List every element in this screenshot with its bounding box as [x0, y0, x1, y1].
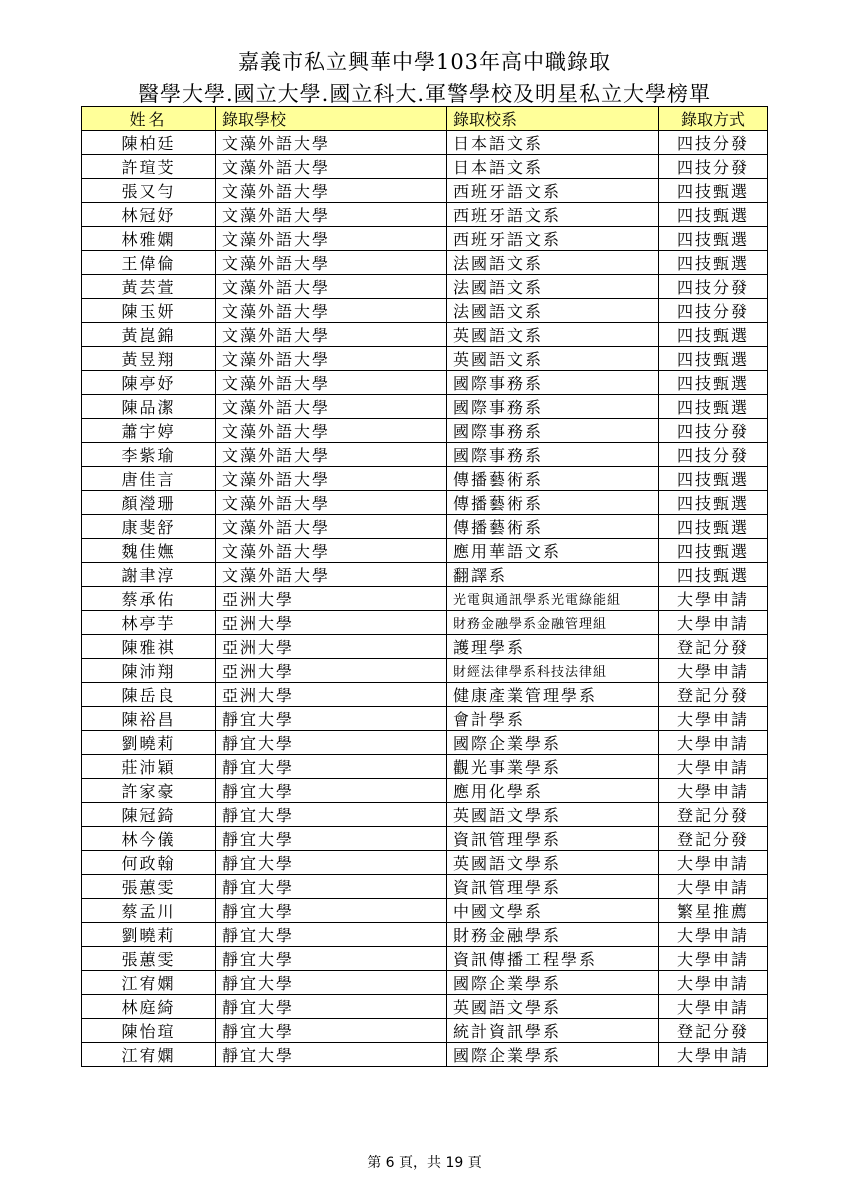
- method-cell: 四技甄選: [659, 515, 768, 539]
- admission-table-body: [82, 107, 768, 1067]
- dept-cell: 英國語文系: [447, 347, 659, 371]
- school-cell: 靜宜大學: [216, 1019, 447, 1043]
- name-cell: 林雅嫻: [82, 227, 216, 251]
- school-cell: 文藻外語大學: [216, 323, 447, 347]
- method-cell: 大學申請: [659, 707, 768, 731]
- method-cell: 四技甄選: [659, 227, 768, 251]
- school-cell: 亞洲大學: [216, 587, 447, 611]
- method-cell: 登記分發: [659, 803, 768, 827]
- name-cell: 莊沛穎: [82, 755, 216, 779]
- school-cell: 靜宜大學: [216, 899, 447, 923]
- name-cell: 張又勻: [82, 179, 216, 203]
- table-row: [82, 923, 768, 947]
- method-cell: 四技甄選: [659, 371, 768, 395]
- dept-cell: 國際事務系: [447, 443, 659, 467]
- dept-cell: 資訊傳播工程學系: [447, 947, 659, 971]
- method-cell: 大學申請: [659, 947, 768, 971]
- school-cell: 文藻外語大學: [216, 419, 447, 443]
- table-row: [82, 851, 768, 875]
- table-row: [82, 635, 768, 659]
- name-cell: 林冠妤: [82, 203, 216, 227]
- name-cell: 張蕙雯: [82, 875, 216, 899]
- name-cell: 林今儀: [82, 827, 216, 851]
- dept-cell: 法國語文系: [447, 275, 659, 299]
- name-cell: 陳沛翔: [82, 659, 216, 683]
- name-cell: 陳玉妍: [82, 299, 216, 323]
- dept-cell: 傳播藝術系: [447, 515, 659, 539]
- table-row: [82, 683, 768, 707]
- method-cell: 繁星推薦: [659, 899, 768, 923]
- table-row: [82, 995, 768, 1019]
- dept-cell: 英國語文學系: [447, 803, 659, 827]
- method-cell: 登記分發: [659, 635, 768, 659]
- name-cell: 黃芸萱: [82, 275, 216, 299]
- school-cell: 文藻外語大學: [216, 515, 447, 539]
- header-method: 錄取方式: [659, 107, 768, 131]
- table-row: [82, 467, 768, 491]
- name-cell: 黃崑錦: [82, 323, 216, 347]
- school-cell: 靜宜大學: [216, 995, 447, 1019]
- dept-cell: 傳播藝術系: [447, 467, 659, 491]
- dept-cell: 健康產業管理學系: [447, 683, 659, 707]
- dept-cell: 國際企業學系: [447, 971, 659, 995]
- name-cell: 江宥嫻: [82, 971, 216, 995]
- school-cell: 靜宜大學: [216, 875, 447, 899]
- name-cell: 陳柏廷: [82, 131, 216, 155]
- table-row: [82, 443, 768, 467]
- dept-cell: 護理學系: [447, 635, 659, 659]
- name-cell: 康斐舒: [82, 515, 216, 539]
- table-row: [82, 971, 768, 995]
- school-cell: 文藻外語大學: [216, 227, 447, 251]
- table-row: [82, 1019, 768, 1043]
- table-row: [82, 1043, 768, 1067]
- name-cell: 林庭綺: [82, 995, 216, 1019]
- dept-cell: 國際事務系: [447, 419, 659, 443]
- table-row: [82, 875, 768, 899]
- dept-cell: 會計學系: [447, 707, 659, 731]
- method-cell: 四技甄選: [659, 467, 768, 491]
- school-cell: 文藻外語大學: [216, 179, 447, 203]
- dept-cell: 法國語文系: [447, 299, 659, 323]
- method-cell: 大學申請: [659, 1043, 768, 1067]
- dept-cell: 日本語文系: [447, 155, 659, 179]
- school-cell: 文藻外語大學: [216, 275, 447, 299]
- dept-cell: 翻譯系: [447, 563, 659, 587]
- school-cell: 文藻外語大學: [216, 347, 447, 371]
- dept-cell: 英國語文學系: [447, 995, 659, 1019]
- method-cell: 大學申請: [659, 923, 768, 947]
- admission-table: [81, 106, 768, 1067]
- table-row: [82, 131, 768, 155]
- name-cell: 黃昱翔: [82, 347, 216, 371]
- name-cell: 謝聿淳: [82, 563, 216, 587]
- table-row: [82, 779, 768, 803]
- method-cell: 四技甄選: [659, 203, 768, 227]
- table-row: [82, 515, 768, 539]
- method-cell: 登記分發: [659, 1019, 768, 1043]
- dept-cell: 國際企業學系: [447, 1043, 659, 1067]
- header-dept: 錄取校系: [447, 107, 659, 131]
- table-row: [82, 827, 768, 851]
- method-cell: 大學申請: [659, 611, 768, 635]
- school-cell: 文藻外語大學: [216, 251, 447, 275]
- name-cell: 劉曉莉: [82, 923, 216, 947]
- method-cell: 四技甄選: [659, 251, 768, 275]
- school-cell: 靜宜大學: [216, 1043, 447, 1067]
- name-cell: 陳怡瑄: [82, 1019, 216, 1043]
- method-cell: 四技甄選: [659, 179, 768, 203]
- school-cell: 亞洲大學: [216, 659, 447, 683]
- table-row: [82, 203, 768, 227]
- method-cell: 四技分發: [659, 131, 768, 155]
- school-cell: 文藻外語大學: [216, 155, 447, 179]
- table-row: [82, 227, 768, 251]
- method-cell: 四技分發: [659, 275, 768, 299]
- method-cell: 大學申請: [659, 755, 768, 779]
- school-cell: 靜宜大學: [216, 755, 447, 779]
- name-cell: 陳雅祺: [82, 635, 216, 659]
- school-cell: 亞洲大學: [216, 611, 447, 635]
- dept-cell: 西班牙語文系: [447, 227, 659, 251]
- school-cell: 文藻外語大學: [216, 443, 447, 467]
- name-cell: 許瑄芠: [82, 155, 216, 179]
- table-row: [82, 755, 768, 779]
- method-cell: 大學申請: [659, 779, 768, 803]
- method-cell: 四技分發: [659, 419, 768, 443]
- method-cell: 大學申請: [659, 971, 768, 995]
- method-cell: 大學申請: [659, 995, 768, 1019]
- method-cell: 四技分發: [659, 299, 768, 323]
- method-cell: 登記分發: [659, 683, 768, 707]
- document-subtitle: 醫學大學.國立大學.國立科大.軍警學校及明星私立大學榜單: [137, 82, 712, 106]
- method-cell: 四技分發: [659, 155, 768, 179]
- name-cell: 張蕙雯: [82, 947, 216, 971]
- dept-cell: 國際事務系: [447, 395, 659, 419]
- name-cell: 陳品潔: [82, 395, 216, 419]
- dept-cell: 中國文學系: [447, 899, 659, 923]
- name-cell: 陳冠錡: [82, 803, 216, 827]
- header-school: 錄取學校: [216, 107, 447, 131]
- name-cell: 唐佳言: [82, 467, 216, 491]
- name-cell: 何政翰: [82, 851, 216, 875]
- table-row: [82, 275, 768, 299]
- dept-cell: 財經法律學系科技法律組: [447, 659, 659, 683]
- school-cell: 文藻外語大學: [216, 491, 447, 515]
- table-row: [82, 395, 768, 419]
- school-cell: 亞洲大學: [216, 683, 447, 707]
- table-row: [82, 347, 768, 371]
- method-cell: 大學申請: [659, 851, 768, 875]
- method-cell: 登記分發: [659, 827, 768, 851]
- school-cell: 靜宜大學: [216, 947, 447, 971]
- name-cell: 許家豪: [82, 779, 216, 803]
- school-cell: 靜宜大學: [216, 971, 447, 995]
- method-cell: 大學申請: [659, 659, 768, 683]
- method-cell: 四技甄選: [659, 563, 768, 587]
- school-cell: 文藻外語大學: [216, 563, 447, 587]
- name-cell: 陳裕昌: [82, 707, 216, 731]
- school-cell: 文藻外語大學: [216, 467, 447, 491]
- method-cell: 四技甄選: [659, 539, 768, 563]
- dept-cell: 英國語文系: [447, 323, 659, 347]
- dept-cell: 國際企業學系: [447, 731, 659, 755]
- table-row: [82, 371, 768, 395]
- dept-cell: 日本語文系: [447, 131, 659, 155]
- header-name: 姓名: [82, 107, 216, 131]
- table-row: [82, 491, 768, 515]
- method-cell: 四技甄選: [659, 347, 768, 371]
- method-cell: 大學申請: [659, 875, 768, 899]
- table-row: [82, 659, 768, 683]
- name-cell: 林亭芋: [82, 611, 216, 635]
- table-row: [82, 323, 768, 347]
- name-cell: 陳岳良: [82, 683, 216, 707]
- method-cell: 四技甄選: [659, 491, 768, 515]
- table-row: [82, 707, 768, 731]
- dept-cell: 傳播藝術系: [447, 491, 659, 515]
- school-cell: 文藻外語大學: [216, 131, 447, 155]
- dept-cell: 統計資訊學系: [447, 1019, 659, 1043]
- school-cell: 靜宜大學: [216, 779, 447, 803]
- page-footer: 第 6 頁，共 19 頁: [367, 1155, 482, 1171]
- name-cell: 蕭宇婷: [82, 419, 216, 443]
- school-cell: 靜宜大學: [216, 923, 447, 947]
- table-row: [82, 587, 768, 611]
- dept-cell: 資訊管理學系: [447, 875, 659, 899]
- dept-cell: 觀光事業學系: [447, 755, 659, 779]
- table-row: [82, 179, 768, 203]
- school-cell: 靜宜大學: [216, 707, 447, 731]
- school-cell: 文藻外語大學: [216, 203, 447, 227]
- method-cell: 四技分發: [659, 443, 768, 467]
- table-row: [82, 155, 768, 179]
- dept-cell: 英國語文學系: [447, 851, 659, 875]
- method-cell: 四技甄選: [659, 323, 768, 347]
- dept-cell: 財務金融學系: [447, 923, 659, 947]
- dept-cell: 西班牙語文系: [447, 203, 659, 227]
- school-cell: 靜宜大學: [216, 851, 447, 875]
- school-cell: 亞洲大學: [216, 635, 447, 659]
- name-cell: 蔡孟川: [82, 899, 216, 923]
- name-cell: 劉曉莉: [82, 731, 216, 755]
- method-cell: 大學申請: [659, 731, 768, 755]
- school-cell: 文藻外語大學: [216, 371, 447, 395]
- school-cell: 靜宜大學: [216, 827, 447, 851]
- name-cell: 蔡承佑: [82, 587, 216, 611]
- table-row: [82, 251, 768, 275]
- dept-cell: 西班牙語文系: [447, 179, 659, 203]
- document-title: 嘉義市私立興華中學103年高中職錄取: [237, 50, 612, 74]
- table-row: [82, 419, 768, 443]
- table-row: [82, 899, 768, 923]
- name-cell: 顏瀅珊: [82, 491, 216, 515]
- name-cell: 陳亭妤: [82, 371, 216, 395]
- dept-cell: 法國語文系: [447, 251, 659, 275]
- school-cell: 文藻外語大學: [216, 299, 447, 323]
- school-cell: 文藻外語大學: [216, 539, 447, 563]
- table-row: [82, 299, 768, 323]
- table-row: [82, 947, 768, 971]
- name-cell: 王偉倫: [82, 251, 216, 275]
- dept-cell: 應用化學系: [447, 779, 659, 803]
- dept-cell: 應用華語文系: [447, 539, 659, 563]
- dept-cell: 國際事務系: [447, 371, 659, 395]
- name-cell: 魏佳嫵: [82, 539, 216, 563]
- method-cell: 四技甄選: [659, 395, 768, 419]
- name-cell: 李紫瑜: [82, 443, 216, 467]
- table-row: [82, 611, 768, 635]
- table-header-row: [82, 107, 768, 131]
- table-row: [82, 803, 768, 827]
- dept-cell: 財務金融學系金融管理組: [447, 611, 659, 635]
- dept-cell: 光電與通訊學系光電綠能組: [447, 587, 659, 611]
- school-cell: 靜宜大學: [216, 731, 447, 755]
- table-row: [82, 731, 768, 755]
- method-cell: 大學申請: [659, 587, 768, 611]
- name-cell: 江宥嫻: [82, 1043, 216, 1067]
- dept-cell: 資訊管理學系: [447, 827, 659, 851]
- school-cell: 靜宜大學: [216, 803, 447, 827]
- table-row: [82, 563, 768, 587]
- school-cell: 文藻外語大學: [216, 395, 447, 419]
- table-row: [82, 539, 768, 563]
